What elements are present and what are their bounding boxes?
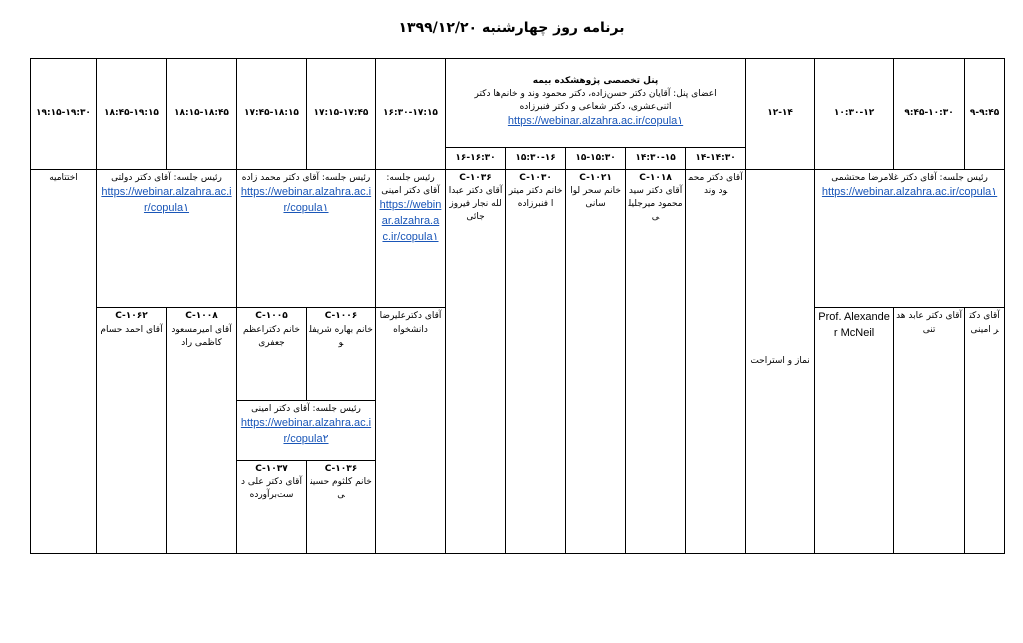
- session2-talk-a-code: C-۱۰۰۶: [324, 311, 358, 322]
- session4-chair-cell: [97, 169, 237, 308]
- session4-webinar-link[interactable]: https://webinar.alzahra.ac.ir/copula۱: [101, 185, 232, 214]
- morning-session-cell: [815, 169, 1005, 308]
- schedule-table: [30, 58, 1005, 554]
- time-header-8: ۱۸:۱۵-۱۸:۴۵: [167, 59, 237, 170]
- panel-subtime-1: ۱۴-۱۴:۳۰: [686, 147, 746, 169]
- session3-webinar-link[interactable]: https://webinar.alzahra.ac.ir/copula۲: [240, 417, 372, 446]
- session1-chair-name: آقای دکتر امینی: [381, 185, 440, 196]
- page-title: برنامه روز چهارشنبه ۱۳۹۹/۱۲/۲۰: [398, 20, 625, 36]
- session4-talk-b-code: C-۱۰۶۲: [115, 311, 148, 322]
- session2-talk-b-name: خانم دکتراعظم جعفری: [243, 324, 300, 348]
- panel-subtime-4: ۱۵:۳۰-۱۶: [506, 147, 566, 169]
- break-cell: نماز و استراحت: [746, 169, 815, 553]
- panel-talk-4-code: C-۱۰۳۰: [519, 172, 552, 183]
- session4-chair: رئیس جلسه: آقای دکتر دولتی: [111, 172, 222, 183]
- session4-talk-a-code: C-۱۰۰۸: [185, 311, 218, 322]
- panel-talk-3-name: خانم سحر لواسانی: [570, 185, 621, 209]
- session2-talk-b-code: C-۱۰۰۵: [255, 311, 288, 322]
- session3-talk-b-code: C-۱۰۳۷: [255, 464, 288, 475]
- panel-talk-2-name: آقای دکتر سید محمود میرجلیلی: [628, 185, 683, 222]
- closing-cell: اختتامیه: [31, 169, 97, 553]
- session4-talk-b-name: آقای احمد حسام: [100, 324, 163, 335]
- panel-members-line2: اثنی‌عشری، دکتر شعاعی و دکتر فنبرزاده: [519, 102, 672, 113]
- session2-talk-a-name: خانم بهاره شریفلو: [309, 324, 373, 348]
- time-header-2: ۹:۴۵-۱۰:۳۰: [894, 59, 965, 170]
- panel-talk-4-name: خانم دکتر میترا فنبرزاده: [508, 185, 563, 209]
- time-header-1: ۹-۹:۴۵: [965, 59, 1005, 170]
- session3-talk-b: [237, 461, 307, 554]
- session3-talk-b-name: آقای دکتر علی دست‌برآورده: [240, 477, 302, 501]
- session4-talk-b: [97, 308, 167, 554]
- panel-subtime-5: ۱۶-۱۶:۳۰: [446, 147, 506, 169]
- time-header-7: ۱۷:۴۵-۱۸:۱۵: [237, 59, 307, 170]
- session2-talk-b: [237, 308, 307, 401]
- morning-speaker-1: آقای دکتر امینی: [965, 308, 1005, 554]
- panel-title: پنل تخصصی پژوهشکده بیمه: [532, 76, 659, 87]
- panel-subtime-3: ۱۵-۱۵:۳۰: [566, 147, 626, 169]
- morning-speaker-3: [815, 308, 894, 554]
- session1-chair-label: رئیس جلسه:: [386, 172, 435, 183]
- session3-chair-cell: [237, 401, 376, 461]
- time-header-10: ۱۹:۱۵-۱۹:۳۰: [31, 59, 97, 170]
- panel-talk-3-code: C-۱۰۲۱: [579, 172, 612, 183]
- session4-talk-a-name: آقای امیرمسعود کاظمی راد: [171, 324, 232, 348]
- session2-chair: رئیس جلسه: آقای دکتر محمد زاده: [241, 172, 371, 183]
- session2-webinar-link[interactable]: https://webinar.alzahra.ac.ir/copula۱: [240, 185, 372, 214]
- panel-talk-4: [506, 169, 566, 553]
- panel-talk-2-code: C-۱۰۱۸: [639, 172, 672, 183]
- session1-webinar-link[interactable]: https://webinar.alzahra.ac.ir/copula۱: [379, 198, 442, 243]
- session3-talk-a-name: خانم کلثوم حسینی: [310, 477, 372, 501]
- session3-talk-a-code: C-۱۰۳۶: [324, 464, 358, 475]
- panel-talk-3: [566, 169, 626, 553]
- session4-talk-a: [167, 308, 237, 554]
- session1-chair-cell: [376, 169, 446, 308]
- morning-webinar-link[interactable]: https://webinar.alzahra.ac.ir/copula۱: [821, 185, 998, 198]
- panel-talk-2: [626, 169, 686, 553]
- panel-talk-1: [686, 169, 746, 553]
- time-header-4: ۱۲-۱۴: [746, 59, 815, 170]
- panel-subtime-2: ۱۴:۳۰-۱۵: [626, 147, 686, 169]
- time-header-5: ۱۶:۳۰-۱۷:۱۵: [376, 59, 446, 170]
- session3-chair: رئیس جلسه: آقای دکتر امینی: [251, 404, 361, 415]
- time-header-9: ۱۸:۴۵-۱۹:۱۵: [97, 59, 167, 170]
- panel-talk-5-code: C-۱۰۳۶: [459, 172, 492, 183]
- time-header-6: ۱۷:۱۵-۱۷:۴۵: [307, 59, 376, 170]
- morning-speaker-3-name: Prof. Alexander McNeil: [818, 311, 890, 340]
- morning-speaker-2: آقای دکتر عابد هدتنی: [894, 308, 965, 554]
- morning-chair: رئیس جلسه: آقای دکتر غلامرضا محتشمی: [831, 172, 988, 183]
- session1-speaker: آقای دکترعلیرضا دانشخواه: [376, 308, 446, 554]
- panel-talk-5: [446, 169, 506, 553]
- session2-chair-cell: [237, 169, 376, 308]
- session2-talk-a: [307, 308, 376, 401]
- panel-members-line1: اعضای پنل: آقایان دکتر حسن‌زاده، دکتر محمود وند و خانم‌ها دکتر: [474, 89, 717, 100]
- panel-info-cell: [446, 59, 746, 148]
- time-header-3: ۱۰:۳۰-۱۲: [815, 59, 894, 170]
- panel-webinar-link[interactable]: https://webinar.alzahra.ac.ir/copula۱: [507, 115, 684, 128]
- panel-talk-1-name: آقای دکتر محمود وند: [688, 172, 743, 196]
- panel-talk-5-name: آقای دکتر عبدالله نجار فیروزجائی: [448, 185, 503, 222]
- session3-talk-a: [307, 461, 376, 554]
